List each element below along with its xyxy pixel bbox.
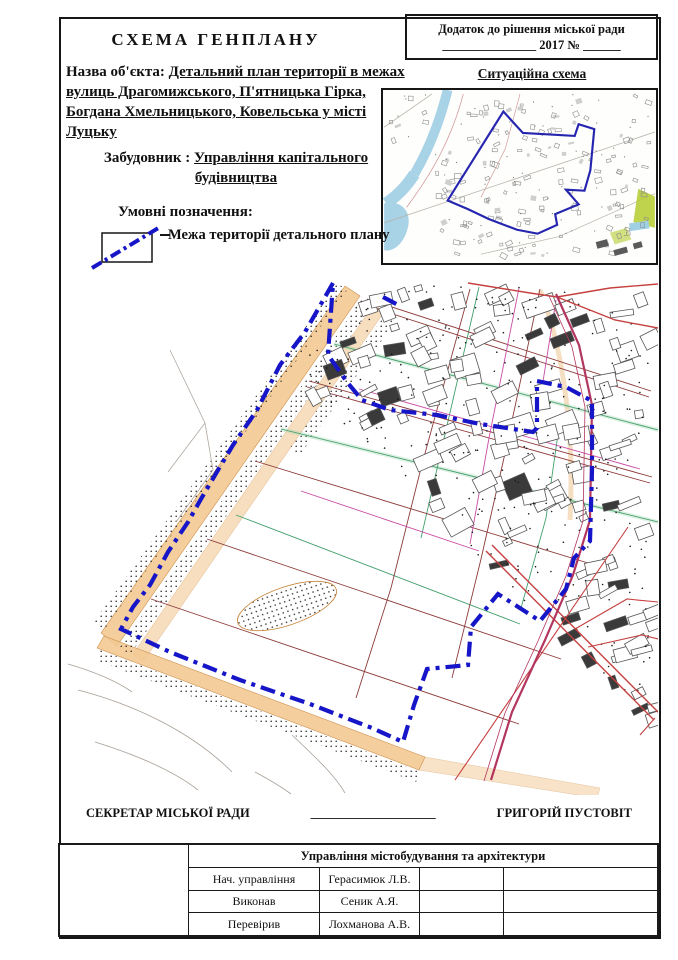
table-role: Перевірив [189,913,320,935]
object-value: Детальний план території в межах вулиць Драгомижського, П'ятницька Гірка, Богдана Хмельницького, Ковельська у місті Луцьку [66,64,405,140]
object-label: Назва об'єкта: [66,64,165,80]
developer-label: Забудовник : [103,150,191,166]
table-row [189,912,657,935]
legend-title: Умовні позначення: [118,204,253,220]
table-blank-cell [504,868,657,890]
situation-map [381,88,658,265]
table-blank-cell [420,891,504,913]
table-blank-cell [504,913,657,935]
secretary-label: СЕКРЕТАР МІСЬКОЇ РАДИ [86,806,250,820]
table-blank-cell [420,868,504,890]
signature-blank: ____________________ [310,806,436,820]
annex-line1: Додаток до рішення міської ради [438,22,625,36]
approval-table [58,843,659,937]
main-plan-map [60,268,658,795]
annex-number-sign: № [567,38,580,52]
annex-box [405,14,658,60]
table-body [189,845,657,935]
legend-item-label: Межа території детального плану [168,227,390,243]
annex-blank-number: ______ [583,38,621,52]
situation-boundary-polygon [448,112,595,234]
situation-scheme-title: Ситуаційна схема [477,66,587,81]
table-blank-cell [504,891,657,913]
map-buildings [305,284,658,728]
table-blank-cell [420,913,504,935]
table-header: Управління містобудування та архітектури [300,848,546,863]
table-role: Виконав [189,891,320,913]
annex-blank-date: _______________ [442,38,537,52]
developer-value: Управління капітального будівництва [194,150,369,186]
table-name: Лохманова А.В. [320,913,420,935]
situation-map-canvas [383,90,656,263]
table-row [189,890,657,913]
table-row [189,867,657,890]
page-title: СХЕМА ГЕНПЛАНУ [111,30,321,49]
annex-line2 [407,37,656,53]
table-role: Нач. управління [189,868,320,890]
table-empty-cell [60,845,189,935]
developer-block [66,148,406,188]
table-name: Сеник А.Я. [320,891,420,913]
secretary-name: ГРИГОРІЙ ПУСТОВІТ [496,806,632,820]
table-name: Герасимюк Л.В. [320,868,420,890]
object-name-block [66,62,406,142]
signature-row [60,806,658,821]
situation-green-areas [610,189,655,245]
annex-year: 2017 [539,38,565,52]
